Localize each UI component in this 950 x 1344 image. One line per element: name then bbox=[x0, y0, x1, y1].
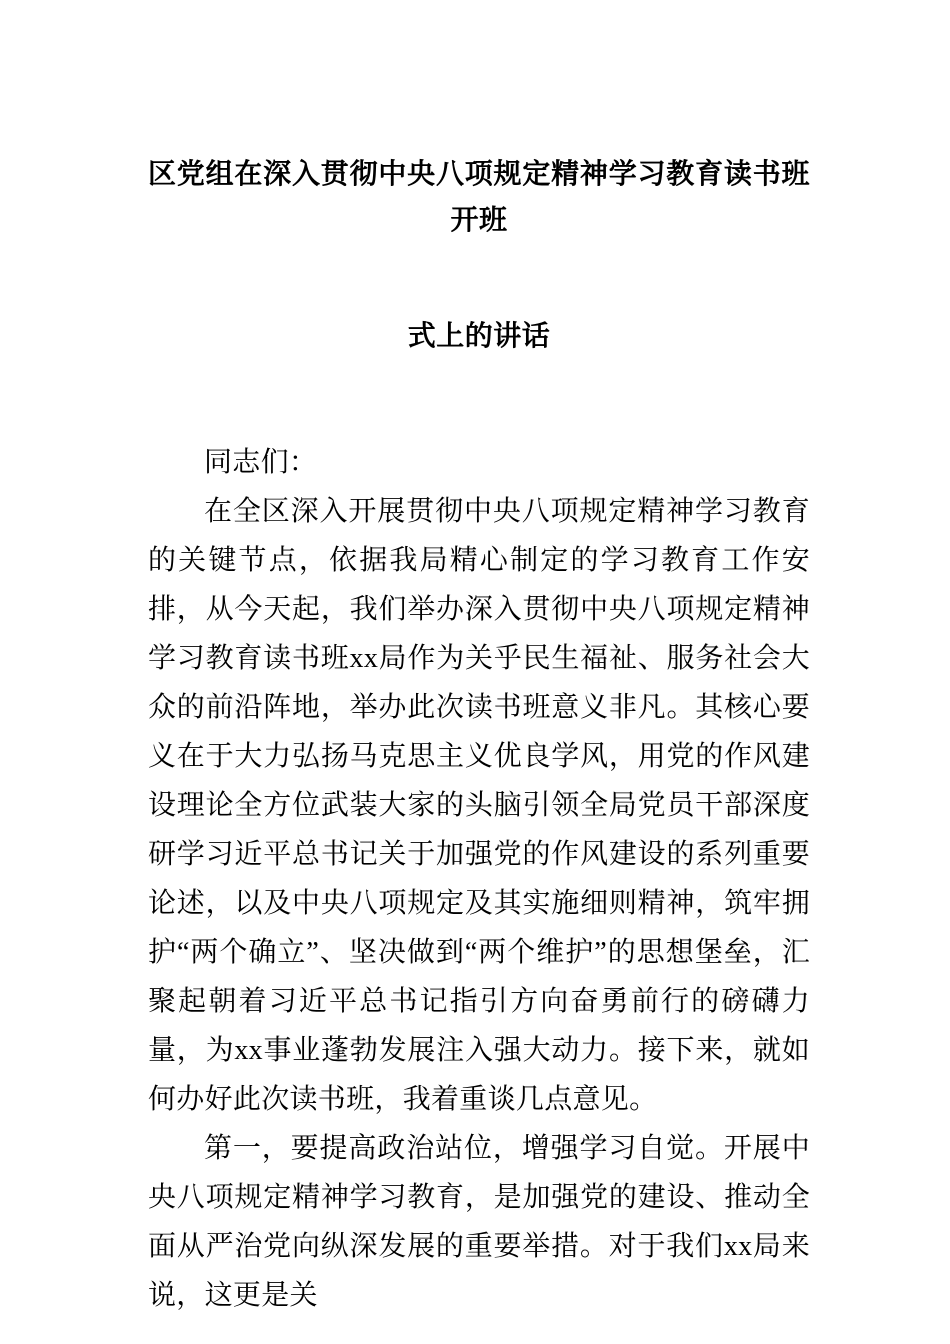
document-body bbox=[148, 438, 810, 1320]
paragraph-point-one: 第一，要提高政治站位，增强学习自觉。开展中央八项规定精神学习教育，是加强党的建设、推动全面从严治党向纵深发展的重要举措。对于我们xx局来说，这更是关 bbox=[148, 1133, 810, 1311]
document-title-line2: 式上的讲话 bbox=[407, 321, 551, 352]
document-title-line1: 区党组在深入贯彻中央八项规定精神学习教育读书班开班 bbox=[148, 159, 810, 236]
paragraph-opening: 在全区深入开展贯彻中央八项规定精神学习教育的关键节点，依据我局精心制定的学习教育工作安排，从今天起，我们举办深入贯彻中央八项规定精神学习教育读书班xx局作为关乎民生福祉、服务社会大众的前沿阵地，举办此次读书班意义非凡。其核心要义在于大力弘扬马克思主义优良学风，用党的作风建设理论全方位武装大家的头脑引领全局党员干部深度研学习近平总书记关于加强党的作风建设的系列重要论述，以及中央八项规定及其实施细则精神，筑牢拥护“两个确立”、坚决做到“两个维护”的思想堡垒，汇聚起朝着习近平总书记指引方向奋勇前行的磅礴力量，为xx事业蓬勃发展注入强大动力。接下来，就如何办好此次读书班，我着重谈几点意见。 bbox=[148, 496, 810, 1115]
paragraph-salutation: 同志们： bbox=[204, 447, 318, 478]
document-title bbox=[148, 152, 810, 360]
